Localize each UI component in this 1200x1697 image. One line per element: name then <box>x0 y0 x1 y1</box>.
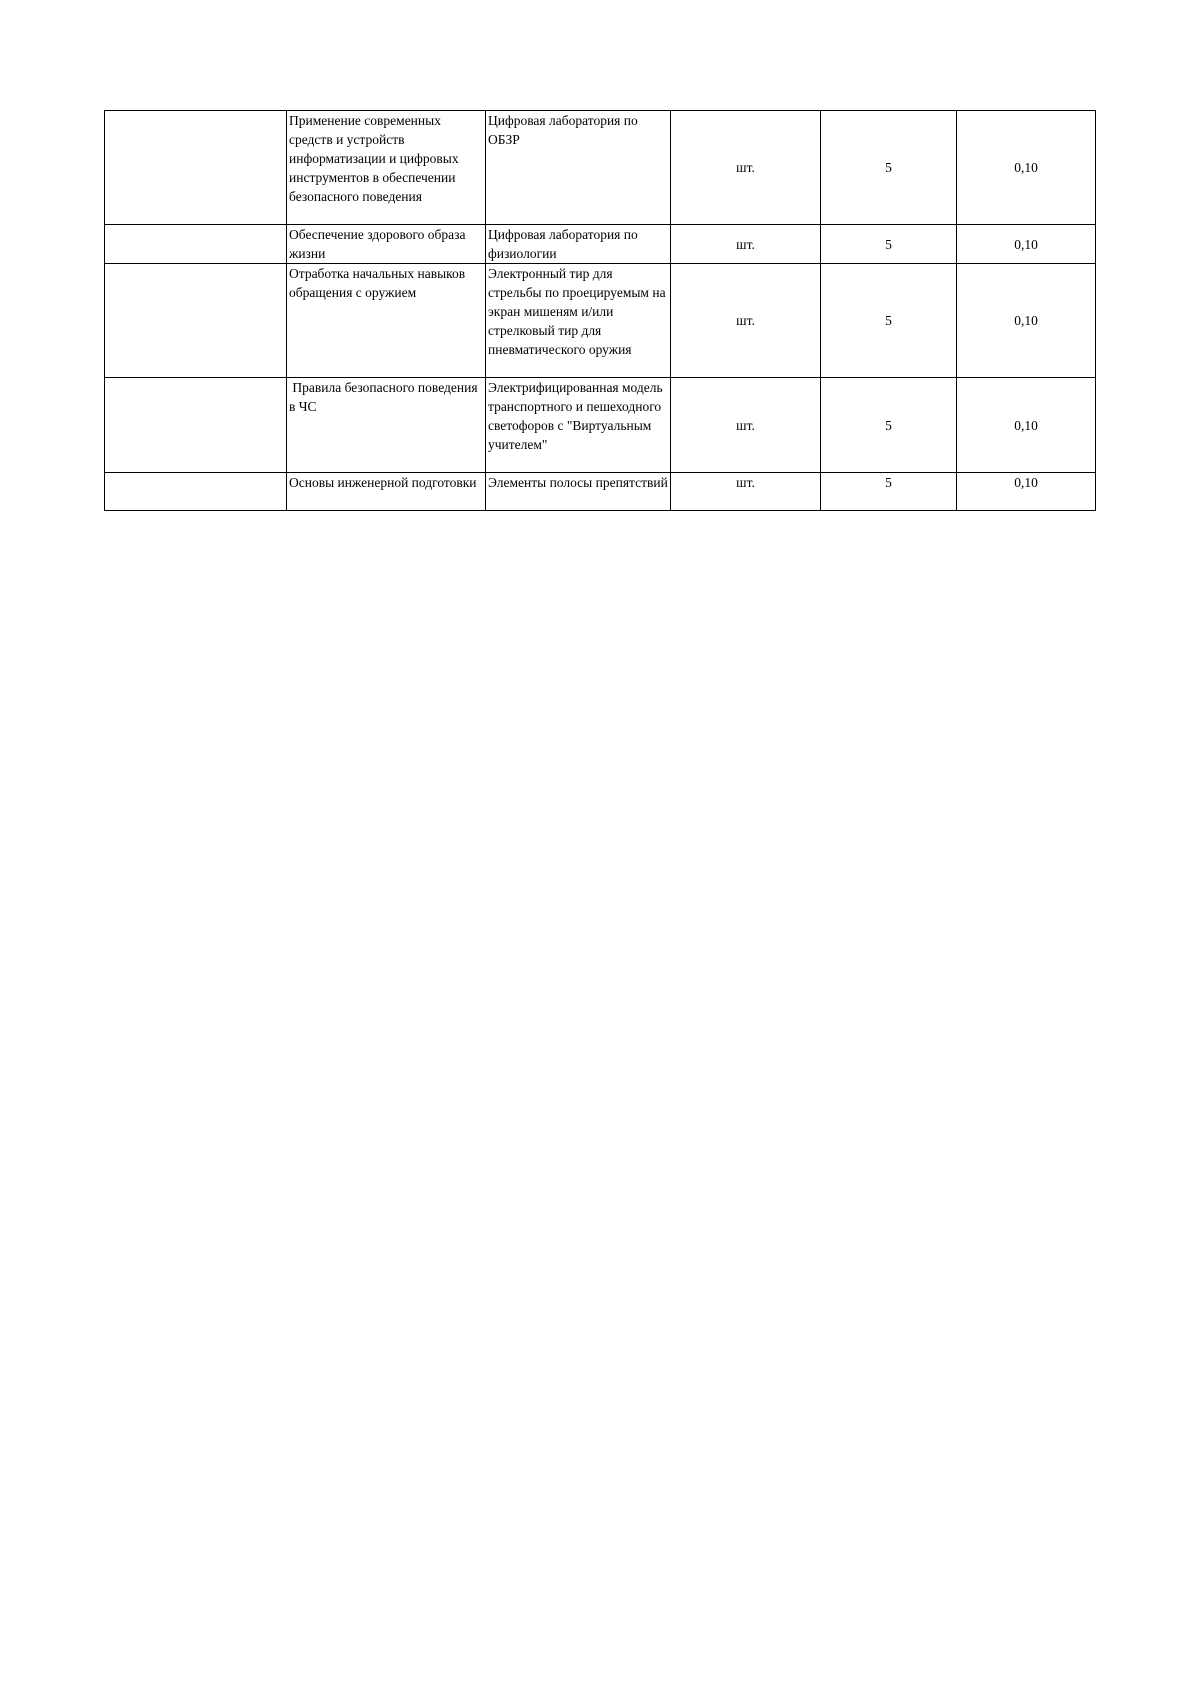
section-cell <box>105 264 287 378</box>
unit-cell: шт. <box>671 111 821 225</box>
coefficient-cell: 0,10 <box>957 111 1096 225</box>
table-row <box>105 473 1096 511</box>
quantity-cell: 5 <box>821 225 957 264</box>
table-row <box>105 225 1096 264</box>
topic-cell: Обеспечение здорового образа жизни <box>287 225 486 264</box>
unit-cell: шт. <box>671 473 821 511</box>
unit-cell: шт. <box>671 225 821 264</box>
section-cell <box>105 378 287 473</box>
coefficient-cell: 0,10 <box>957 473 1096 511</box>
table-row <box>105 378 1096 473</box>
topic-cell: Правила безопасного поведения в ЧС <box>287 378 486 473</box>
quantity-cell: 5 <box>821 378 957 473</box>
unit-cell: шт. <box>671 264 821 378</box>
coefficient-cell: 0,10 <box>957 378 1096 473</box>
quantity-cell: 5 <box>821 264 957 378</box>
equipment-cell: Электрифицированная модель транспортного и пешеходного светофоров с "Виртуальным учителем" <box>486 378 671 473</box>
topic-cell: Основы инженерной подготовки <box>287 473 486 511</box>
quantity-cell: 5 <box>821 473 957 511</box>
section-cell <box>105 473 287 511</box>
equipment-cell: Электронный тир для стрельбы по проецируемым на экран мишеням и/или стрелковый тир для пневматического оружия <box>486 264 671 378</box>
unit-cell: шт. <box>671 378 821 473</box>
table-row <box>105 111 1096 225</box>
equipment-cell: Элементы полосы препятствий <box>486 473 671 511</box>
coefficient-cell: 0,10 <box>957 225 1096 264</box>
coefficient-cell: 0,10 <box>957 264 1096 378</box>
topic-cell: Отработка начальных навыков обращения с оружием <box>287 264 486 378</box>
equipment-cell: Цифровая лаборатория по физиологии <box>486 225 671 264</box>
equipment-cell: Цифровая лаборатория по ОБЗР <box>486 111 671 225</box>
section-cell <box>105 111 287 225</box>
table-row <box>105 264 1096 378</box>
topic-cell: Применение современных средств и устройств информатизации и цифровых инструментов в обеспечении безопасного поведения <box>287 111 486 225</box>
section-cell <box>105 225 287 264</box>
quantity-cell: 5 <box>821 111 957 225</box>
equipment-table <box>104 110 1096 511</box>
